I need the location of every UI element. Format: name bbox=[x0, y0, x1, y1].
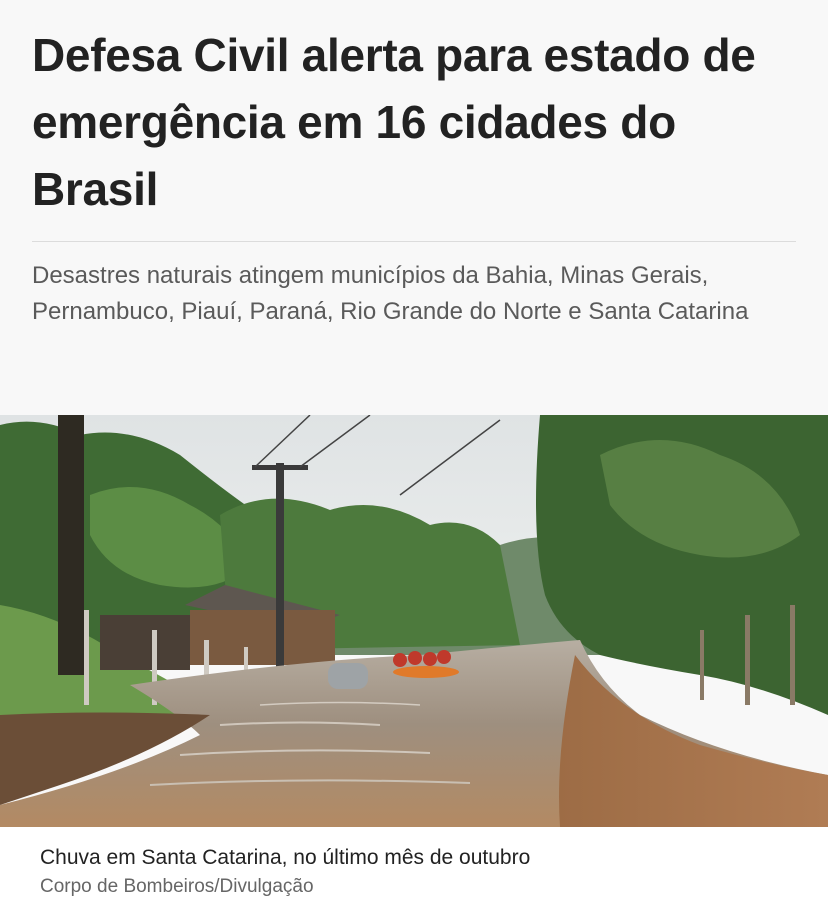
article-subheadline: Desastres naturais atingem municípios da Bahia, Minas Gerais, Pernambuco, Piauí, Paraná, Rio Grande do Norte e Santa Catarina bbox=[32, 262, 749, 325]
shed-wall bbox=[190, 610, 335, 665]
photo-caption: Chuva em Santa Catarina, no último mês de outubro bbox=[40, 846, 531, 869]
fence-post bbox=[745, 615, 750, 705]
rescue-boat bbox=[393, 666, 459, 678]
article-photo[interactable] bbox=[0, 415, 828, 827]
utility-crossarm bbox=[252, 465, 308, 470]
fence-post bbox=[790, 605, 795, 705]
tree-trunk bbox=[58, 415, 84, 675]
caption-area bbox=[0, 827, 828, 918]
rescuer bbox=[437, 650, 451, 664]
shed-front bbox=[100, 615, 190, 670]
photo-credit: Corpo de Bombeiros/Divulgação bbox=[40, 876, 314, 897]
article-headline: Defesa Civil alerta para estado de emergência em 16 cidades do Brasil bbox=[32, 29, 756, 215]
fence-post bbox=[84, 610, 89, 705]
floating-pipe bbox=[328, 663, 368, 689]
headline-divider bbox=[32, 241, 796, 242]
rescuer bbox=[408, 651, 422, 665]
rescuer bbox=[393, 653, 407, 667]
fence-post bbox=[700, 630, 704, 700]
utility-pole bbox=[276, 463, 284, 678]
rescuer bbox=[423, 652, 437, 666]
